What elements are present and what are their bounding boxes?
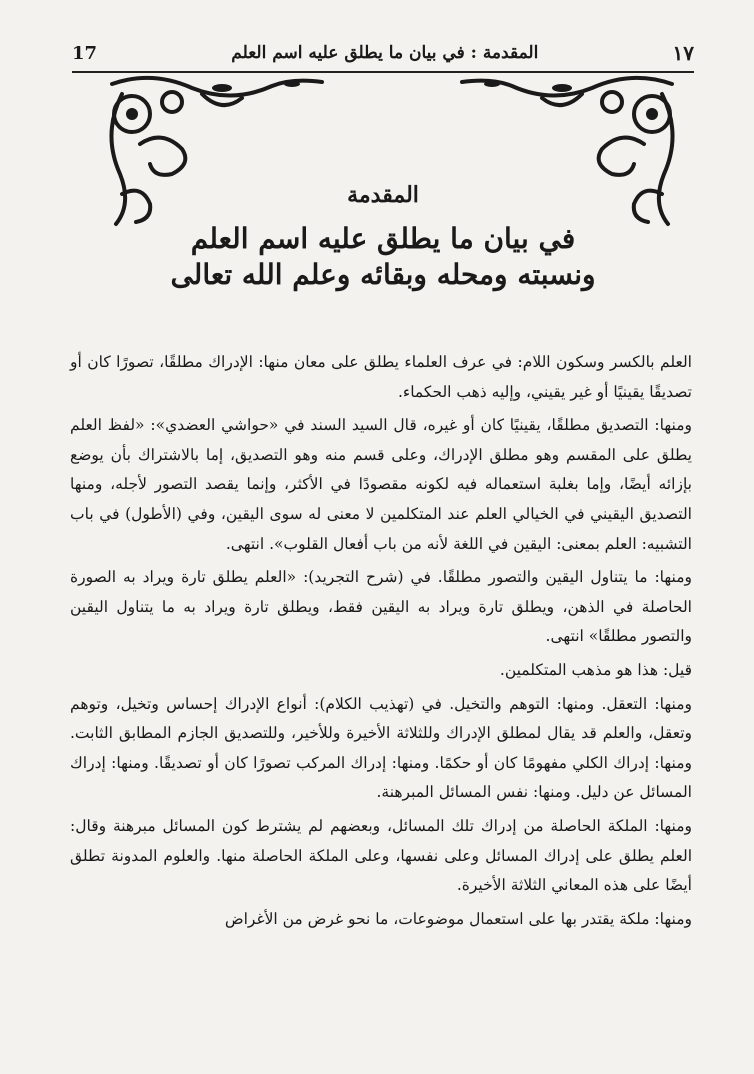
chapter-title-line1: في بيان ما يطلق عليه اسم العلم (190, 222, 576, 255)
paragraph: قيل: هذا هو مذهب المتكلمين. (499, 660, 692, 679)
header-rule (72, 71, 694, 73)
body-text (70, 348, 692, 938)
paragraph: العلم بالكسر وسكون اللام: في عرف العلماء يطلق على معان منها: الإدراك مطلقًا، تصورًا كان أو تصديقًا يقينيًا أو غير يقيني، وإليه ذهب الحكماء. (70, 353, 692, 401)
page-number-latin: 17 (72, 42, 98, 64)
paragraph: ومنها: التعقل. ومنها: التوهم والتخيل. في (تهذيب الكلام): أنواع الإدراك إحساس وتخيل، وتوهم وتعقل، والعلم قد يقال لمطلق الإدراك وللثلاثة الأخيرة وللأخير، وللتصديق الجازم المطابق الثابت. ومنها: إدراك الكلي مفهومًا كان أو حكمًا. ومنها: إدراك المركب تصورًا كان أو تصديقًا. ومنها: إدراك المسائل عن دليل. ومنها: نفس المسائل المبرهنة. (70, 694, 692, 802)
paragraph: ومنها: ما يتناول اليقين والتصور مطلقًا. في (شرح التجريد): «العلم يطلق تارة ويراد به الصورة الحاصلة في الذهن، ويطلق تارة ويراد به اليقين فقط، ويطلق تارة ويراد به ما يتناول اليقين والتصور مطلقًا» انتهى. (70, 568, 692, 646)
paragraph: ومنها: التصديق مطلقًا، يقينيًا كان أو غيره، قال السيد السند في «حواشي العضدي»: «لفظ العلم يطلق على المقسم وهو مطلق الإدراك، وعلى قسم منه وهو التصديق، إما بالاشتراك بأن يوضع بإزائه أيضًا، وإما بغلبة استعماله فيه لكونه مقصودًا في الأكثر، وإنما يقصد التصور لأجله، ومنها التصديق اليقيني في الخيالي العلم عند المتكلمين لا معنى له سوى اليقين، وفي (الأطول) في باب التشبيه: العلم بمعنى: اليقين في اللغة لأنه من باب أفعال القلوب». انتهى. (70, 416, 692, 553)
floral-ornament-frame (92, 74, 692, 234)
chapter-label: المقدمة (347, 182, 419, 208)
page-number-arabic: ١٧ (672, 41, 694, 65)
page-header (72, 36, 694, 70)
chapter-title-line2: ونسبته ومحله وبقائه وعلم الله تعالى (170, 258, 596, 291)
running-title: المقدمة : في بيان ما يطلق عليه اسم العلم (231, 43, 539, 63)
paragraph: ومنها: ملكة يقتدر بها على استعمال موضوعات، ما نحو غرض من الأغراض (224, 909, 692, 928)
paragraph: ومنها: الملكة الحاصلة من إدراك تلك المسائل، وبعضهم لم يشترط كون المسائل مبرهنة وقال: العلم يطلق على إدراك المسائل وعلى نفسها، وعلى الملكة الحاصلة منها. والعلوم المدونة تطلق أيضًا على هذه المعاني الثلاثة الأخيرة. (70, 816, 692, 895)
